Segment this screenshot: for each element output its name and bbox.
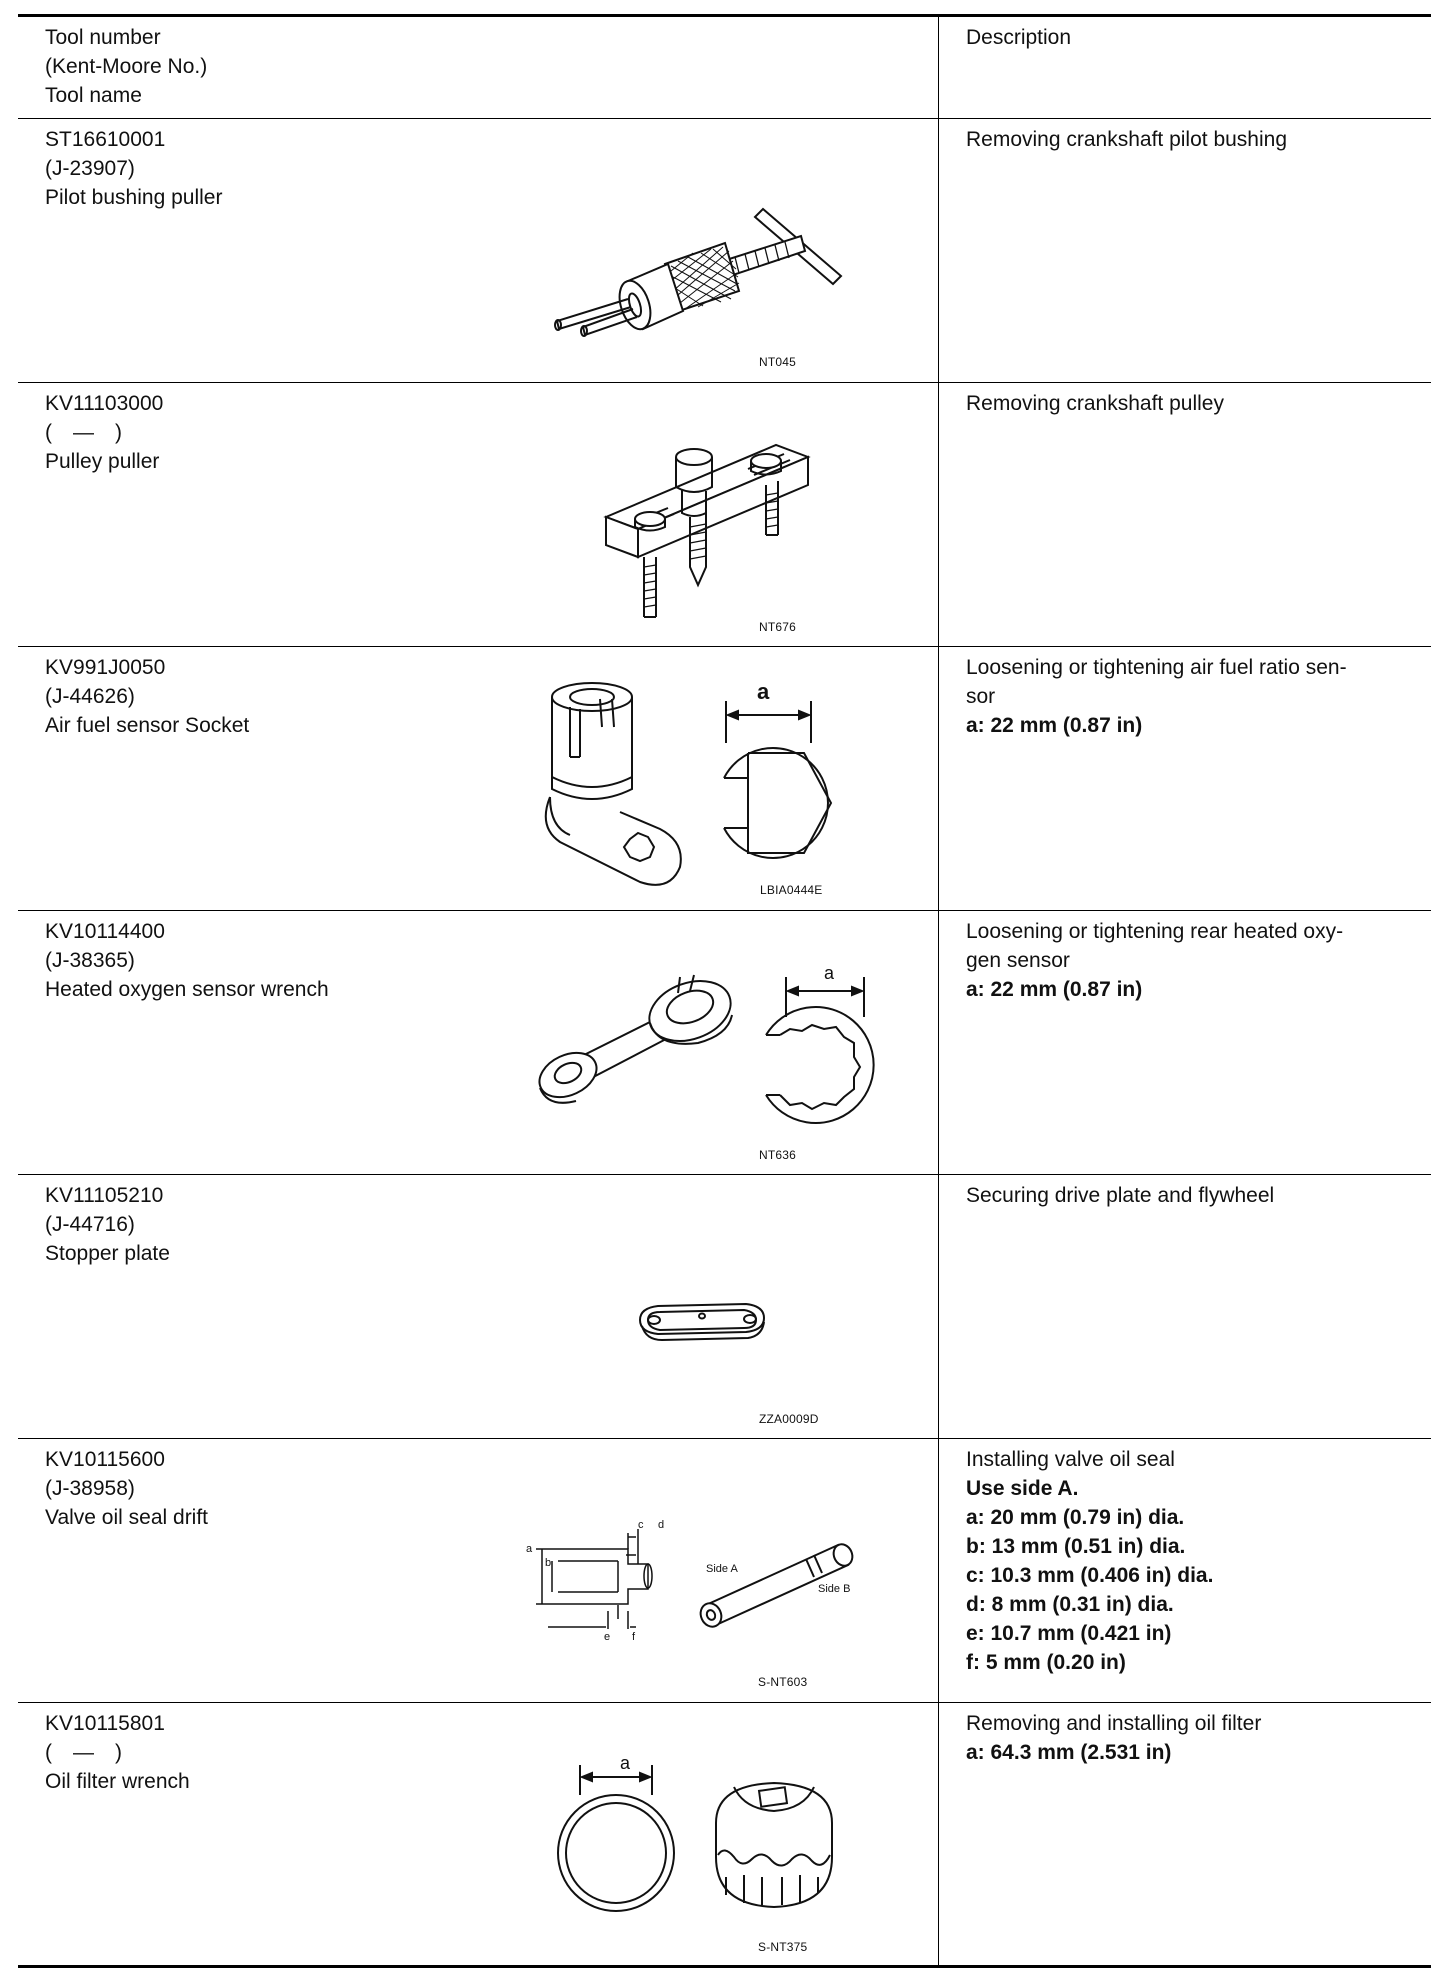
figure-code: S-NT603 <box>758 1675 808 1689</box>
dimension-label: e <box>604 1631 611 1643</box>
tool-name: Oil filter wrench <box>45 1770 190 1793</box>
valve-seal-drift-illustration <box>688 1527 868 1637</box>
dimension-label: a <box>757 679 770 704</box>
table-header-row <box>18 16 1431 119</box>
oil-filter-wrench-ring-diagram <box>548 1755 678 1915</box>
description-cell <box>939 647 1432 911</box>
wrench-dimension-diagram <box>746 963 876 1139</box>
description-text: Securing drive plate and flywheel <box>966 1184 1275 1207</box>
description-cell <box>939 383 1432 647</box>
description-text: Removing crankshaft pilot bushing <box>966 128 1288 151</box>
figure-code: NT636 <box>759 1148 797 1162</box>
tool-cell <box>18 1439 939 1703</box>
side-a-label: Side A <box>706 1563 738 1575</box>
dimension-label: d <box>658 1519 665 1531</box>
description-cell <box>939 911 1432 1175</box>
tool-cell <box>18 647 939 911</box>
side-b-label: Side B <box>818 1583 851 1595</box>
dimension-label: b <box>545 1557 552 1569</box>
spec-text: a: 20 mm (0.79 in) dia. <box>966 1506 1185 1529</box>
description-cell <box>939 119 1432 383</box>
description-text: Installing valve oil seal <box>966 1448 1175 1471</box>
description-text: Loosening or tightening air fuel ratio sen- <box>966 656 1347 679</box>
header-tool-number: Tool number <box>45 26 161 49</box>
kent-moore-number: (J-38365) <box>45 949 135 972</box>
tool-cell <box>18 119 939 383</box>
kent-moore-number: (J-38958) <box>45 1477 135 1500</box>
special-tools-document <box>18 14 1430 1968</box>
oxygen-sensor-wrench-illustration <box>528 963 738 1128</box>
dimension-label: a <box>824 963 835 983</box>
tool-cell <box>18 1175 939 1439</box>
tool-name: Stopper plate <box>45 1242 170 1265</box>
table-row <box>18 1439 1431 1703</box>
kent-moore-number: (J-23907) <box>45 157 135 180</box>
header-tool-column <box>18 16 939 119</box>
pulley-puller-illustration <box>598 417 838 632</box>
header-description-column <box>939 16 1432 119</box>
tool-name: Pilot bushing puller <box>45 186 223 209</box>
tool-number: KV11103000 <box>45 392 164 415</box>
tool-number: KV11105210 <box>45 1184 164 1207</box>
spec-text: Use side A. <box>966 1477 1079 1500</box>
kent-moore-number: ( — ) <box>45 421 122 444</box>
tool-number: ST16610001 <box>45 128 166 151</box>
tool-number: KV10114400 <box>45 920 165 943</box>
description-text: Loosening or tightening rear heated oxy- <box>966 920 1344 943</box>
tool-number: KV10115600 <box>45 1448 165 1471</box>
special-tools-table <box>18 14 1431 1968</box>
tool-name: Valve oil seal drift <box>45 1506 209 1529</box>
description-text: Removing crankshaft pulley <box>966 392 1224 415</box>
table-row <box>18 383 1431 647</box>
dimension-label: f <box>632 1631 636 1643</box>
spec-text: a: 22 mm (0.87 in) <box>966 978 1143 1001</box>
description-cell <box>939 1439 1432 1703</box>
tool-name: Air fuel sensor Socket <box>45 714 250 737</box>
spec-text: b: 13 mm (0.51 in) dia. <box>966 1535 1186 1558</box>
table-row <box>18 911 1431 1175</box>
description-text: sor <box>966 685 996 708</box>
spec-text: a: 22 mm (0.87 in) <box>966 714 1143 737</box>
valve-seal-drift-section-diagram <box>528 1519 678 1649</box>
tool-name: Pulley puller <box>45 450 160 473</box>
header-tool-name: Tool name <box>45 84 142 107</box>
spec-text: f: 5 mm (0.20 in) <box>966 1651 1126 1674</box>
dimension-label: a <box>620 1753 631 1773</box>
stopper-plate-illustration <box>636 1298 768 1348</box>
tool-name: Heated oxygen sensor wrench <box>45 978 329 1001</box>
table-row <box>18 1175 1431 1439</box>
table-row <box>18 1703 1431 1967</box>
dimension-label: c <box>638 1519 644 1531</box>
socket-dimension-diagram <box>706 679 856 883</box>
dimension-label: a <box>526 1543 533 1555</box>
tool-cell <box>18 911 939 1175</box>
spec-text: d: 8 mm (0.31 in) dia. <box>966 1593 1174 1616</box>
tool-cell <box>18 1703 939 1967</box>
table-row <box>18 119 1431 383</box>
kent-moore-number: ( — ) <box>45 1741 122 1764</box>
figure-code: LBIA0444E <box>760 883 823 897</box>
spec-text: e: 10.7 mm (0.421 in) <box>966 1622 1172 1645</box>
description-cell <box>939 1703 1432 1967</box>
figure-code: NT045 <box>759 355 797 369</box>
tool-number: KV10115801 <box>45 1712 165 1735</box>
tool-number: KV991J0050 <box>45 656 166 679</box>
spec-text: a: 64.3 mm (2.531 in) <box>966 1741 1172 1764</box>
description-cell <box>939 1175 1432 1439</box>
table-row <box>18 647 1431 911</box>
figure-code: S-NT375 <box>758 1940 808 1954</box>
figure-code: NT676 <box>759 620 797 634</box>
figure-code: ZZA0009D <box>759 1412 819 1426</box>
spec-text: c: 10.3 mm (0.406 in) dia. <box>966 1564 1214 1587</box>
air-fuel-sensor-socket-illustration <box>530 677 700 892</box>
oil-filter-wrench-illustration <box>704 1765 844 1915</box>
tool-cell <box>18 383 939 647</box>
kent-moore-number: (J-44716) <box>45 1213 135 1236</box>
header-description: Description <box>966 26 1072 49</box>
description-text: Removing and installing oil filter <box>966 1712 1262 1735</box>
pilot-bushing-puller-illustration <box>543 181 873 341</box>
kent-moore-number: (J-44626) <box>45 685 135 708</box>
header-kent-moore: (Kent-Moore No.) <box>45 55 208 78</box>
description-text: gen sensor <box>966 949 1070 972</box>
